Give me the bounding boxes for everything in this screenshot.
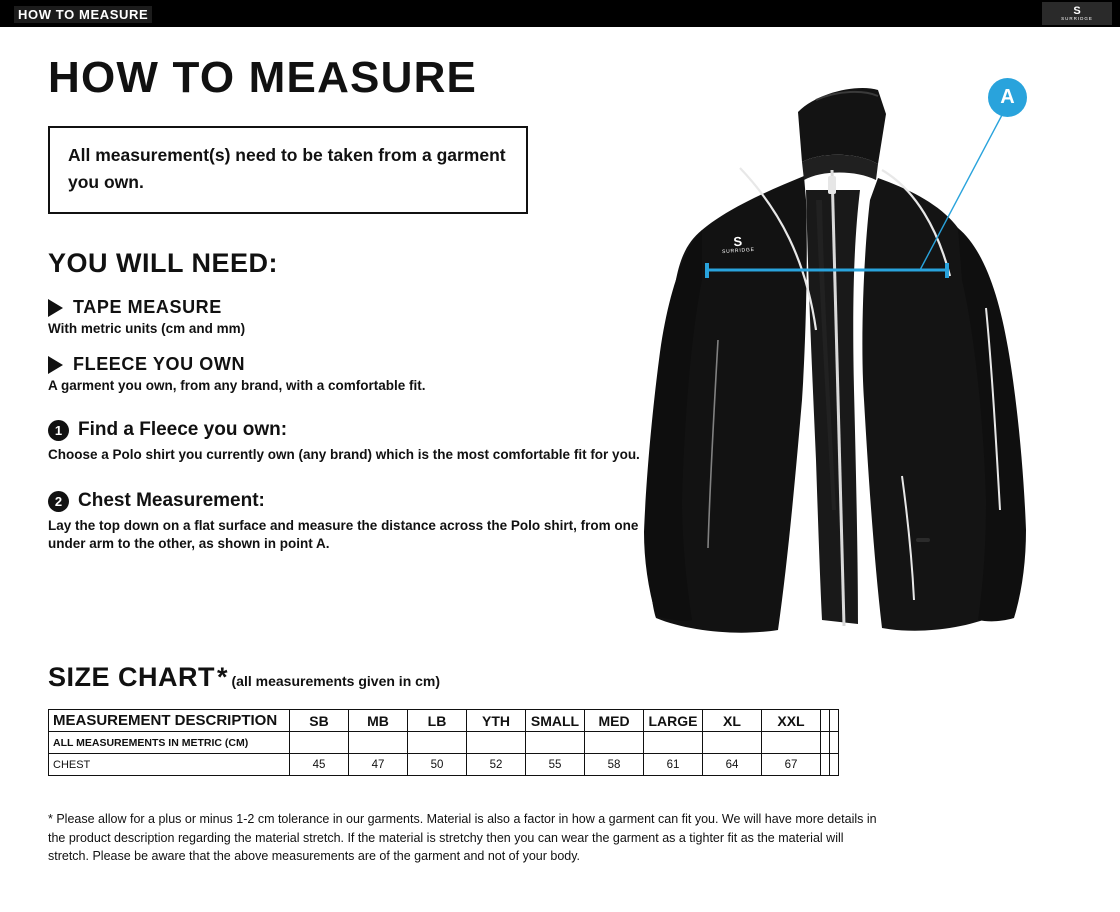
table-metric-note: ALL MEASUREMENTS IN METRIC (CM) [49,732,290,754]
table-cell [526,732,585,754]
table-cell [290,732,349,754]
step-number-badge: 1 [48,420,69,441]
table-header-size: LARGE [644,710,703,732]
step-body: Choose a Polo shirt you currently own (any brand) which is the most comfortable fit for you. [48,447,640,462]
need-item-title: FLEECE YOU OWN [73,354,246,374]
step-title: Chest Measurement: [78,490,265,511]
need-item-sub: A garment you own, from any brand, with a comfortable fit. [48,378,426,393]
step-1 [48,419,648,464]
size-chart-title: SIZE CHART [48,662,215,692]
table-header-size: MB [349,710,408,732]
brand-logo-letter: S [1073,4,1081,17]
triangle-bullet-icon [48,299,63,317]
table-cell-value: 67 [762,754,821,776]
table-header-blank [830,710,839,732]
step-title: Find a Fleece you own: [78,419,288,440]
brand-logo-name: SURRIDGE [1061,15,1093,21]
top-bar [0,0,1120,27]
measurement-callout [48,126,528,214]
table-cell [349,732,408,754]
table-cell-value: 52 [467,754,526,776]
need-item-tape-measure [48,297,648,336]
chest-logo-letter: S [732,233,743,249]
table-row [49,732,839,754]
table-cell [830,754,839,776]
table-cell-value: 45 [290,754,349,776]
chest-measure-annotation [620,40,1100,640]
table-header-size: YTH [467,710,526,732]
table-cell [821,754,830,776]
table-cell [408,732,467,754]
table-row-label: CHEST [49,754,290,776]
product-image [620,40,1100,640]
triangle-bullet-icon [48,356,63,374]
need-item-title: TAPE MEASURE [73,297,222,317]
table-cell-value: 55 [526,754,585,776]
table-cell-value: 61 [644,754,703,776]
table-header-description: MEASUREMENT DESCRIPTION [49,710,290,732]
instructions-column [48,52,648,553]
size-chart-note: (all measurements given in cm) [231,673,441,689]
table-header-size: SMALL [526,710,585,732]
footnote-text: * Please allow for a plus or minus 1-2 cm tolerance in our garments. Material is also a factor in how a garment can fit you. We will have more details in the product description regarding the material stretch. If the material is stretchy then you can wear the garment as a tighter fit as the material will stretch. Please be aware that the above measurements are of the garment and not of your body. [48,812,877,863]
table-cell-value: 64 [703,754,762,776]
table-header-size: MED [585,710,644,732]
table-header-row [49,710,839,732]
step-2 [48,490,648,553]
you-will-need-title: YOU WILL NEED: [48,248,279,278]
table-cell-value: 50 [408,754,467,776]
table-cell [644,732,703,754]
table-header-size: XL [703,710,762,732]
step-number-badge: 2 [48,491,69,512]
table-cell-value: 47 [349,754,408,776]
table-cell [762,732,821,754]
table-header-blank [821,710,830,732]
table-cell-value: 58 [585,754,644,776]
brand-logo [1042,2,1112,25]
size-chart-table [48,709,839,776]
annotation-badge-a: A [988,78,1027,117]
size-chart-asterisk: * [217,662,228,692]
table-header-size: XXL [762,710,821,732]
table-cell [821,732,830,754]
chest-logo-name: SURRIDGE [721,246,755,255]
table-cell [703,732,762,754]
table-cell [585,732,644,754]
measurement-callout-text: All measurement(s) need to be taken from a garment you own. [68,145,506,192]
table-header-size: LB [408,710,467,732]
table-header-size: SB [290,710,349,732]
step-body: Lay the top down on a flat surface and measure the distance across the Polo shirt, from one under arm to the other, as shown in point A. [48,518,639,551]
table-row [49,754,839,776]
top-bar-title: HOW TO MEASURE [14,6,152,23]
need-item-sub: With metric units (cm and mm) [48,321,246,336]
table-cell [467,732,526,754]
need-item-fleece [48,354,648,393]
size-chart-section [48,662,1078,776]
page-title: HOW TO MEASURE [48,53,478,102]
table-cell [830,732,839,754]
